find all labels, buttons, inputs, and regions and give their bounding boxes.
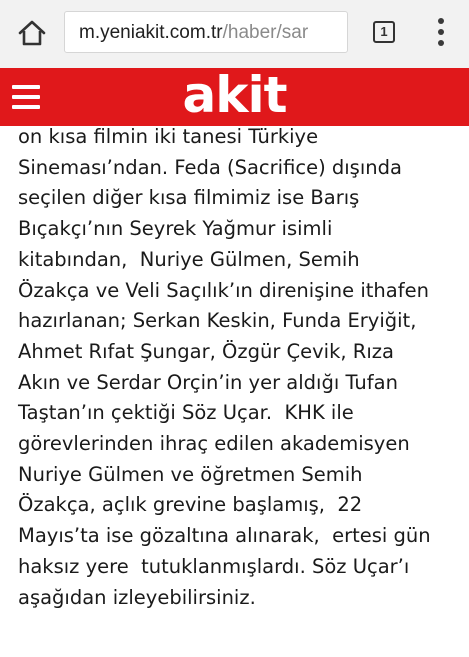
home-icon[interactable] <box>14 15 50 51</box>
url-path: /haber/sar <box>222 22 309 43</box>
article-line: Özakça ve Veli Saçılık’ın direnişine ithafen <box>18 278 429 302</box>
article-line: seçilen diğer kısa filmimiz ise Barış <box>18 186 360 210</box>
site-logo[interactable]: akit <box>182 66 287 124</box>
article-line: Ahmet Rıfat Şungar, Özgür Çevik, Rıza <box>18 339 394 363</box>
more-vert-icon[interactable] <box>432 18 450 46</box>
site-header <box>0 68 469 126</box>
article-line: kitabından, Nuriye Gülmen, Semih <box>18 247 360 271</box>
article-line: Mayıs’ta ise gözaltına alınarak, ertesi gün <box>18 524 431 548</box>
article-line: Akın ve Serdar Orçin’in yer aldığı Tufan <box>18 370 398 394</box>
article-line: hazırlanan; Serkan Keskin, Funda Eryiğit, <box>18 309 417 333</box>
article-line: on kısa filmin iki tanesi Türkiye <box>18 125 319 148</box>
url-text <box>79 22 308 44</box>
article-line: Sineması’ndan. Feda (Sacrifice) dışında <box>18 155 402 179</box>
browser-toolbar <box>0 0 469 69</box>
tabs-icon[interactable]: 1 <box>373 21 395 43</box>
address-bar[interactable] <box>64 11 348 53</box>
article-line: Taştan’ın çektiği Söz Uçar. KHK ile <box>18 401 354 425</box>
article-line: Nuriye Gülmen ve öğretmen Semih <box>18 462 363 486</box>
article-line: haksız yere tutuklanmışlardı. Söz Uçar’ı <box>18 554 410 578</box>
article-line: görevlerinden ihraç edilen akademisyen <box>18 432 410 456</box>
article-line: aşağıdan izleyebilirsiniz. <box>18 585 256 609</box>
article-line: Bıçakçı’nın Seyrek Yağmur isimli <box>18 217 333 241</box>
article-body <box>18 122 458 613</box>
article-line: Özakça, açlık grevine başlamış, 22 <box>18 493 363 517</box>
url-host: m.yeniakit.com.tr <box>79 22 223 43</box>
